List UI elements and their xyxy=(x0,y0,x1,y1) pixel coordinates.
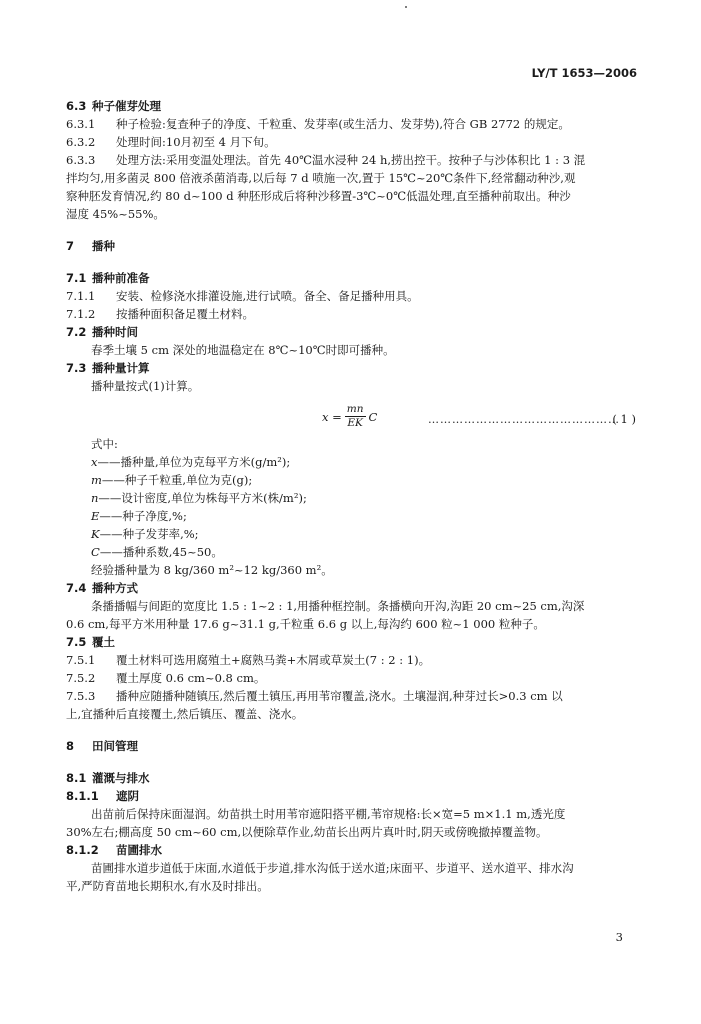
clause-number: 7.5.1 xyxy=(66,653,96,667)
formula-row xyxy=(66,399,636,435)
clause-text-line: 上,宜播种后直接覆土,然后镇压、覆盖、浇水。 xyxy=(66,707,304,721)
section-number: 7.3 xyxy=(66,361,87,375)
clause-7-2-text: 春季土壤 5 cm 深处的地温稳定在 8℃~10℃时即可播种。 xyxy=(91,343,395,357)
section-number: 8.1.1 xyxy=(66,789,99,803)
standard-code: LY/T 1653—2006 xyxy=(531,66,637,80)
section-title: 苗圃排水 xyxy=(116,843,162,857)
clause-number: 6.3.1 xyxy=(66,117,96,131)
section-7-4-heading xyxy=(66,579,636,597)
section-title: 田间管理 xyxy=(92,739,138,753)
section-7-heading xyxy=(66,237,636,255)
formula-denominator: EK xyxy=(347,417,363,429)
variable-item xyxy=(66,471,636,489)
clause-text: 覆土材料可选用腐殖土+腐熟马粪+木屑或草炭土(7 : 2 : 1)。 xyxy=(116,653,431,667)
formula-tail: C xyxy=(368,409,378,424)
section-number: 7.4 xyxy=(66,581,87,595)
section-number: 7 xyxy=(66,239,75,253)
clause-8-1-1-line: 出苗前后保持床面湿润。幼苗拱土时用苇帘遮阳搭平棚,苇帘规格:长×宽=5 m×1.1 m,透光度 xyxy=(91,807,566,821)
variable-description: ——种子千粒重,单位为克(g); xyxy=(101,473,253,487)
clause-number: 7.1.2 xyxy=(66,307,96,321)
section-title: 播种方式 xyxy=(92,581,138,595)
variable-symbol: n xyxy=(91,491,99,505)
clause-text-line: 察种胚发育情况,约 80 d~100 d 种胚形成后将种沙移置-3℃~0℃低温处理,直至播种前取出。种沙 xyxy=(66,189,571,203)
section-8-1-heading xyxy=(66,769,636,787)
variable-symbol: C xyxy=(91,545,100,559)
section-7-1-heading xyxy=(66,269,636,287)
clause-8-1-2-line: 平,严防育苗地长期积水,有水及时排出。 xyxy=(66,879,269,893)
section-title: 遮阴 xyxy=(116,789,139,803)
dot-leader: ………………………………………… xyxy=(428,413,620,426)
section-number: 8.1 xyxy=(66,771,87,785)
variable-symbol: E xyxy=(91,509,100,523)
section-number: 8.1.2 xyxy=(66,843,99,857)
variable-list xyxy=(66,453,636,561)
section-8-1-1-heading xyxy=(66,787,636,805)
section-title: 播种时间 xyxy=(92,325,138,339)
section-title: 播种量计算 xyxy=(92,361,150,375)
variable-symbol: m xyxy=(91,473,102,487)
clause-6-3-2 xyxy=(66,133,636,151)
section-8-1-2-heading xyxy=(66,841,636,859)
clause-text-line: 处理方法:采用变温处理法。首先 40℃温水浸种 24 h,捞出控干。按种子与沙体积比 1 : 3 混 xyxy=(116,153,586,167)
section-number: 8 xyxy=(66,739,75,753)
clause-number: 7.5.3 xyxy=(66,689,96,703)
section-6-3-heading xyxy=(66,97,636,115)
variable-item xyxy=(66,543,636,561)
section-number: 7.5 xyxy=(66,635,87,649)
where-label: 式中: xyxy=(91,437,118,451)
variable-description: ——设计密度,单位为株每平方米(株/m²); xyxy=(98,491,307,505)
clause-text: 覆土厚度 0.6 cm~0.8 cm。 xyxy=(116,671,266,685)
clause-7-5-3 xyxy=(66,687,636,723)
section-7-5-heading xyxy=(66,633,636,651)
clause-text: 按播种面积备足覆土材料。 xyxy=(116,307,254,321)
variable-description: ——种子净度,%; xyxy=(99,509,187,523)
page-number: 3 xyxy=(615,930,623,944)
experience-amount: 经验播种量为 8 kg/360 m²~12 kg/360 m²。 xyxy=(91,563,333,577)
variable-item xyxy=(66,507,636,525)
clause-8-1-2-line: 苗圃排水道步道低于床面,水道低于步道,排水沟低于送水道;床面平、步道平、送水道平、排水沟 xyxy=(91,861,574,875)
clause-7-4-line: 条播播幅与间距的宽度比 1.5 : 1~2 : 1,用播种框控制。条播横向开沟,沟距 20 cm~25 cm,沟深 xyxy=(91,599,585,613)
formula-intro: 播种量按式(1)计算。 xyxy=(91,379,200,393)
clause-number: 7.5.2 xyxy=(66,671,96,685)
section-title: 覆土 xyxy=(92,635,115,649)
clause-7-1-2 xyxy=(66,305,636,323)
scan-speck xyxy=(405,6,407,8)
variable-description: ——播种量,单位为克每平方米(g/m²); xyxy=(97,455,291,469)
section-number: 7.2 xyxy=(66,325,87,339)
clause-6-3-3 xyxy=(66,151,636,223)
clause-8-1-1-line: 30%左右;棚高度 50 cm~60 cm,以便除草作业,幼苗长出两片真叶时,阴天或傍晚撤掉覆盖物。 xyxy=(66,825,548,839)
document-body xyxy=(66,97,636,895)
clause-number: 6.3.2 xyxy=(66,135,96,149)
variable-description: ——种子发芽率,%; xyxy=(99,527,199,541)
variable-item xyxy=(66,489,636,507)
section-7-2-heading xyxy=(66,323,636,341)
clause-7-5-1 xyxy=(66,651,636,669)
clause-number: 7.1.1 xyxy=(66,289,96,303)
formula-lhs: x = xyxy=(322,409,342,424)
variable-item xyxy=(66,453,636,471)
section-title: 播种前准备 xyxy=(92,271,150,285)
clause-6-3-1 xyxy=(66,115,636,133)
variable-symbol: K xyxy=(91,527,100,541)
formula-fraction xyxy=(345,403,366,430)
section-title: 播种 xyxy=(92,239,115,253)
variable-description: ——播种系数,45~50。 xyxy=(99,545,223,559)
variable-symbol: x xyxy=(91,455,98,469)
clause-number: 6.3.3 xyxy=(66,153,96,167)
clause-7-4-line: 0.6 cm,每平方米用种量 17.6 g~31.1 g,千粒重 6.6 g 以上,每沟约 600 粒~1 000 粒种子。 xyxy=(66,617,545,631)
formula-numerator: mn xyxy=(346,403,364,415)
clause-7-5-2 xyxy=(66,669,636,687)
clause-text-line: 拌均匀,用多菌灵 800 倍液杀菌消毒,以后每 7 d 喷施一次,置于 15℃~20℃条件下,经常翻动种沙,观 xyxy=(66,171,576,185)
section-number: 7.1 xyxy=(66,271,87,285)
equation-number: ( 1 ) xyxy=(612,412,636,426)
clause-text-line: 湿度 45%~55%。 xyxy=(66,207,165,221)
section-title: 种子催芽处理 xyxy=(92,99,161,113)
section-8-heading xyxy=(66,737,636,755)
clause-text: 安装、检修浇水排灌设施,进行试喷。备全、备足播种用具。 xyxy=(116,289,419,303)
clause-7-1-1 xyxy=(66,287,636,305)
section-title: 灌溉与排水 xyxy=(92,771,150,785)
formula xyxy=(322,403,377,430)
clause-text: 处理时间:10月初至 4 月下旬。 xyxy=(116,135,276,149)
section-7-3-heading xyxy=(66,359,636,377)
variable-item xyxy=(66,525,636,543)
clause-text: 种子检验:复查种子的净度、千粒重、发芽率(或生活力、发芽势),符合 GB 2772 的规定。 xyxy=(116,117,570,131)
section-number: 6.3 xyxy=(66,99,87,113)
clause-text-line: 播种应随播种随镇压,然后覆土镇压,再用苇帘覆盖,浇水。土壤湿润,种芽过长>0.3 cm 以 xyxy=(116,689,563,703)
